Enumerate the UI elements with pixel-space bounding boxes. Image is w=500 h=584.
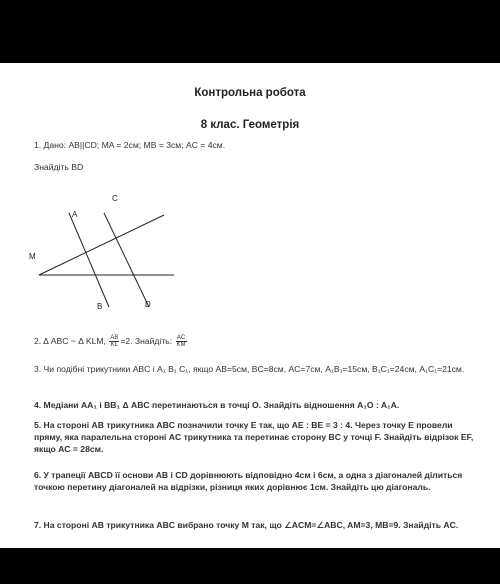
- task2: [34, 333, 474, 349]
- task2-fraction-ab-kl: [109, 335, 119, 348]
- line-ab: [69, 213, 109, 307]
- line-m-diagonal: [39, 215, 164, 275]
- fraction-denominator: KL: [110, 342, 118, 349]
- task1-given: 1. Дано: AB||CD; MA = 2см; MB = 3см; AC = 4см.: [34, 140, 226, 150]
- task5: 5. На стороні AB трикутника ABC позначили точку E так, що AE : BE = 3 : 4. Через точку E провели пряму, яка паралельна стороні AC трикутника та перетинає сторону BC у точці F. Знайдіть відрізок EF, якщо AC = 28см.: [34, 420, 474, 454]
- point-b-label: B: [97, 302, 103, 311]
- task1-find: Знайдіть BD: [34, 162, 84, 172]
- document-page: [0, 63, 500, 548]
- line-cd: [104, 213, 149, 307]
- point-c-label: C: [112, 194, 118, 203]
- page-title: Контрольна робота: [194, 87, 306, 99]
- task2-middle: =2. Знайдіть:: [120, 336, 173, 346]
- fraction-numerator: AC: [176, 335, 186, 342]
- task4: 4. Медіани AA₁ і BB₁ Δ ABC перетинаються в точці O. Знайдіть відношення A₁O : A₁A.: [34, 400, 400, 410]
- point-m-label: M: [29, 252, 36, 261]
- point-a-label: A: [72, 210, 78, 219]
- geometry-diagram: [24, 187, 214, 317]
- task2-fraction-ac-km: [176, 335, 187, 348]
- fraction-denominator: KM: [176, 342, 186, 349]
- task7: 7. На стороні AB трикутника ABC вибрано точку M так, що ∠ACM=∠ABC, AM=3, MB=9. Знайдіть AC.: [34, 520, 459, 530]
- task2-prefix: 2. Δ ABC ~ Δ KLM,: [34, 336, 106, 346]
- task6: 6. У трапеції ABCD її основи AB і CD дорівнюють відповідно 4см і 6см, а одна з діагоналей ділиться точкою перетину діагоналей на відрізки, різниця яких дорівнює 1см. Знайдіть цю діагональ.: [34, 470, 463, 492]
- fraction-numerator: AB: [110, 335, 119, 342]
- page-subtitle: 8 клас. Геометрія: [200, 119, 300, 131]
- point-d-label: D: [145, 300, 151, 309]
- task3: 3. Чи подібні трикутники ABC і A₁ B₁ C₁, якщо AB=5см, BC=8см, AC=7см, A₁B₁=15см, B₁C₁=24см, A₁C₁=21см.: [34, 364, 465, 374]
